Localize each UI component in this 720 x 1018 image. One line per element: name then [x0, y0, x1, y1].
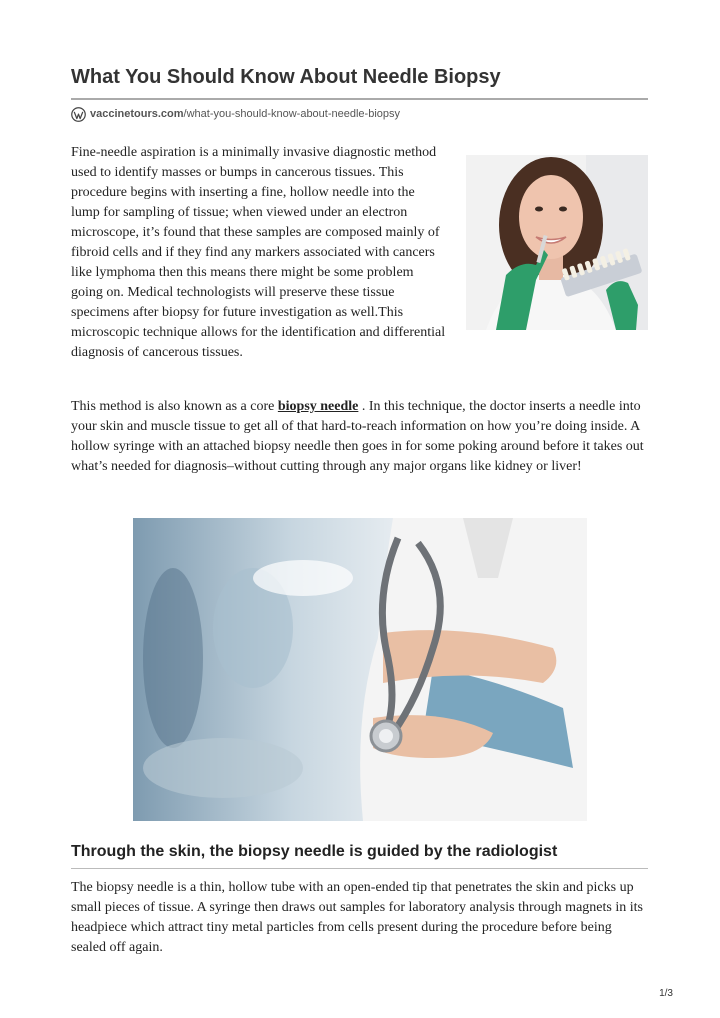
paragraph-core-biopsy — [71, 397, 649, 477]
dental-shade-photo — [466, 155, 648, 330]
paragraph2-before: This method is also known as a core — [71, 399, 278, 414]
source-line[interactable] — [71, 106, 400, 122]
source-domain[interactable]: vaccinetours.com — [90, 108, 184, 120]
paragraph-intro: Fine-needle aspiration is a minimally invasive diagnostic method used to identify masses or bumps in cancerous tissues. This procedure begins with inserting a fine, hollow needle into the lump for sampling of tissue; when viewed under an electron microscope, it’s found that these samples are composed mainly of fibroid cells and if they find any markers associated with cancers like lymphoma then this means there might be some problem going on. Medical technologists will preserve these tissue specimens after biopsy for future investigation as well.This microscopic technique allows for the identification and differential diagnosis of cancerous tissues. — [71, 145, 446, 360]
title-divider — [71, 98, 648, 100]
paragraph2-after: . In this technique, the doctor inserts a needle into your skin and muscle tissue to get all of that hard-to-reach information on how you’re doing inside. A hollow syringe with an attached biopsy needle then goes in for some poking around before it takes out what’s needed for diagnosis–without cutting through any major organs like kidney or liver! — [71, 399, 644, 474]
section-divider — [71, 868, 648, 869]
page-title: What You Should Know About Needle Biopsy — [71, 66, 501, 88]
section-heading: Through the skin, the biopsy needle is guided by the radiologist — [71, 843, 558, 860]
source-path[interactable]: /what-you-should-know-about-needle-biopsy — [183, 108, 401, 120]
wordpress-icon — [71, 107, 86, 122]
doctor-stethoscope-photo — [133, 518, 587, 821]
page-number: 1/3 — [659, 988, 673, 999]
paragraph-needle-description: The biopsy needle is a thin, hollow tube with an open-ended tip that penetrates the skin and picks up small pieces of tissue. A syringe then draws out samples for laboratory analysis through magnets in its headpiece which attract tiny metal particles from cells present during the procedure before being sealed off again. — [71, 880, 643, 955]
biopsy-needle-link[interactable]: biopsy needle — [277, 399, 359, 414]
